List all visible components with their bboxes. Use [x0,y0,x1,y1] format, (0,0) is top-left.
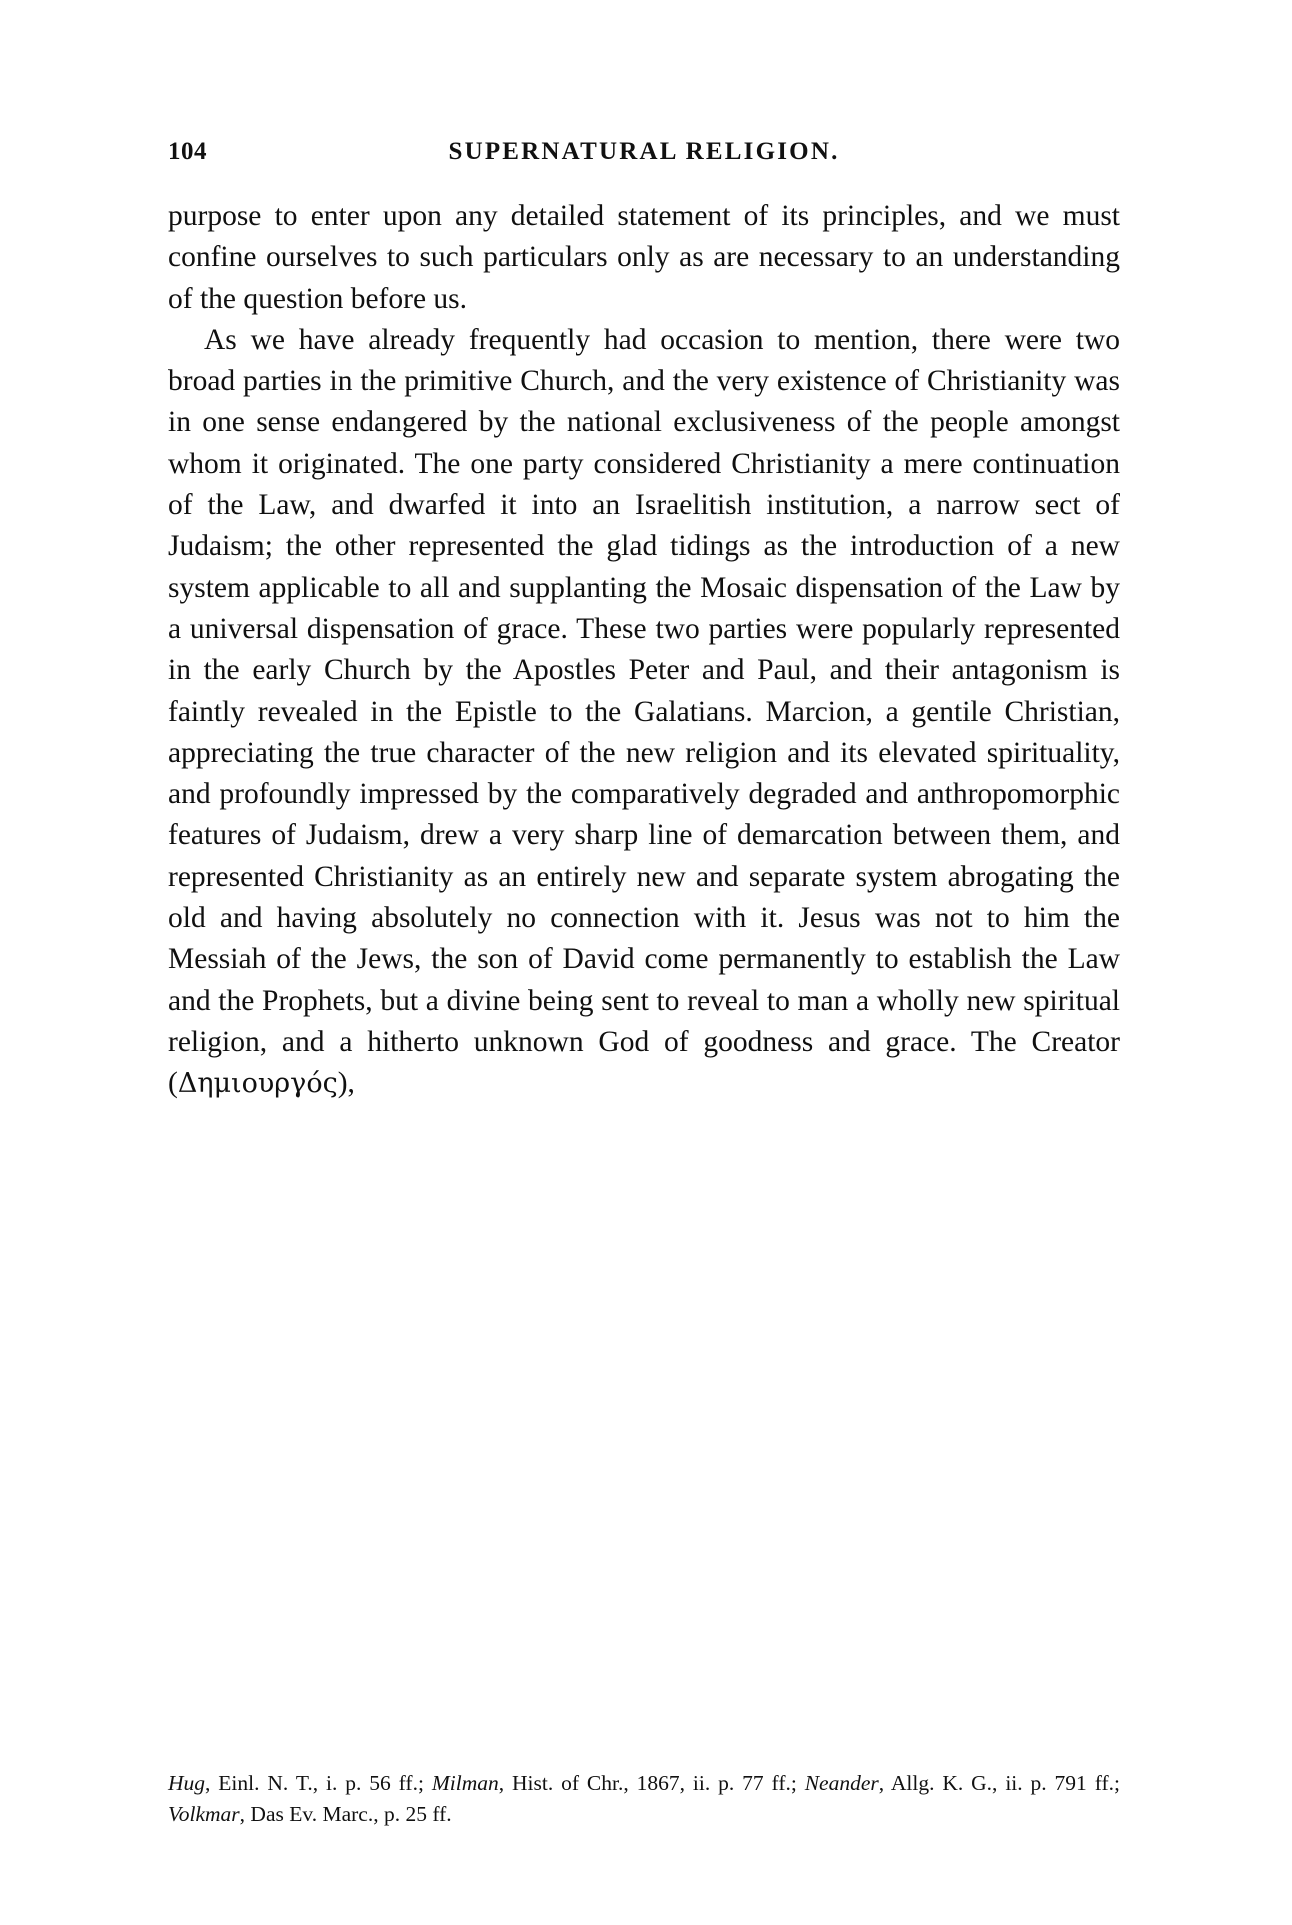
footnote-author-hug: Hug [168,1771,206,1795]
greek-term-demiurge: Δημιουργός [177,1068,338,1100]
paragraph-1: purpose to enter upon any detailed statement of its principles, and we must confine ourselves to such particulars only as are necessary to an understanding of the question before us. [168,200,1120,315]
paragraph-2 [168,320,1120,1105]
footnote-ref-4: , Das Ev. Marc., p. 25 ff. [239,1802,452,1826]
paragraph-2-part2: ), [337,1067,355,1100]
page-number: 104 [168,138,207,165]
running-title: SUPERNATURAL RELIGION. [448,138,840,165]
footnote-ref-1: , Einl. N. T., i. p. 56 ff.; [205,1771,432,1795]
page-header [168,138,1120,172]
footnote-author-neander: Neander [804,1771,879,1795]
footnote-author-milman: Milman [431,1771,499,1795]
footnote-author-volkmar: Volkmar [168,1802,240,1826]
body-text [168,196,1120,1105]
footnote-ref-2: , Hist. of Chr., 1867, ii. p. 77 ff.; [498,1771,805,1795]
footnote-block [168,1768,1120,1830]
footnote-ref-3: , Allg. K. G., ii. p. 791 ff.; [878,1771,1120,1795]
paragraph-2-part1: As we have already frequently had occasion to mention, there were two broad parties in the primitive Church, and the very existence of Christianity was in one sense endangered by the national exclusiveness of the people amongst whom it originated. The one party considered Christianity a mere continuation of the Law, and dwarfed it into an Israelitish institution, a narrow sect of Judaism; the other represented the glad tidings as the introduction of a new system applicable to all and supplanting the Mosaic dispensation of the Law by a universal dispensation of grace. These two parties were popularly represented in the early Church by the Apostles Peter and Paul, and their antagonism is faintly revealed in the Epistle to the Galatians. Marcion, a gentile Christian, appreciating the true character of the new religion and its elevated spirituality, and profoundly impressed by the comparatively degraded and anthropomorphic features of Judaism, drew a very sharp line of demarcation between them, and represented Christianity as an entirely new and separate system abrogating the old and having absolutely no connection with it. Jesus was not to him the Messiah of the Jews, the son of David come permanently to establish the Law and the Prophets, but a divine being sent to reveal to man a wholly new spiritual religion, and a hitherto unknown God of goodness and grace. The Creator ( [168,323,1120,1100]
